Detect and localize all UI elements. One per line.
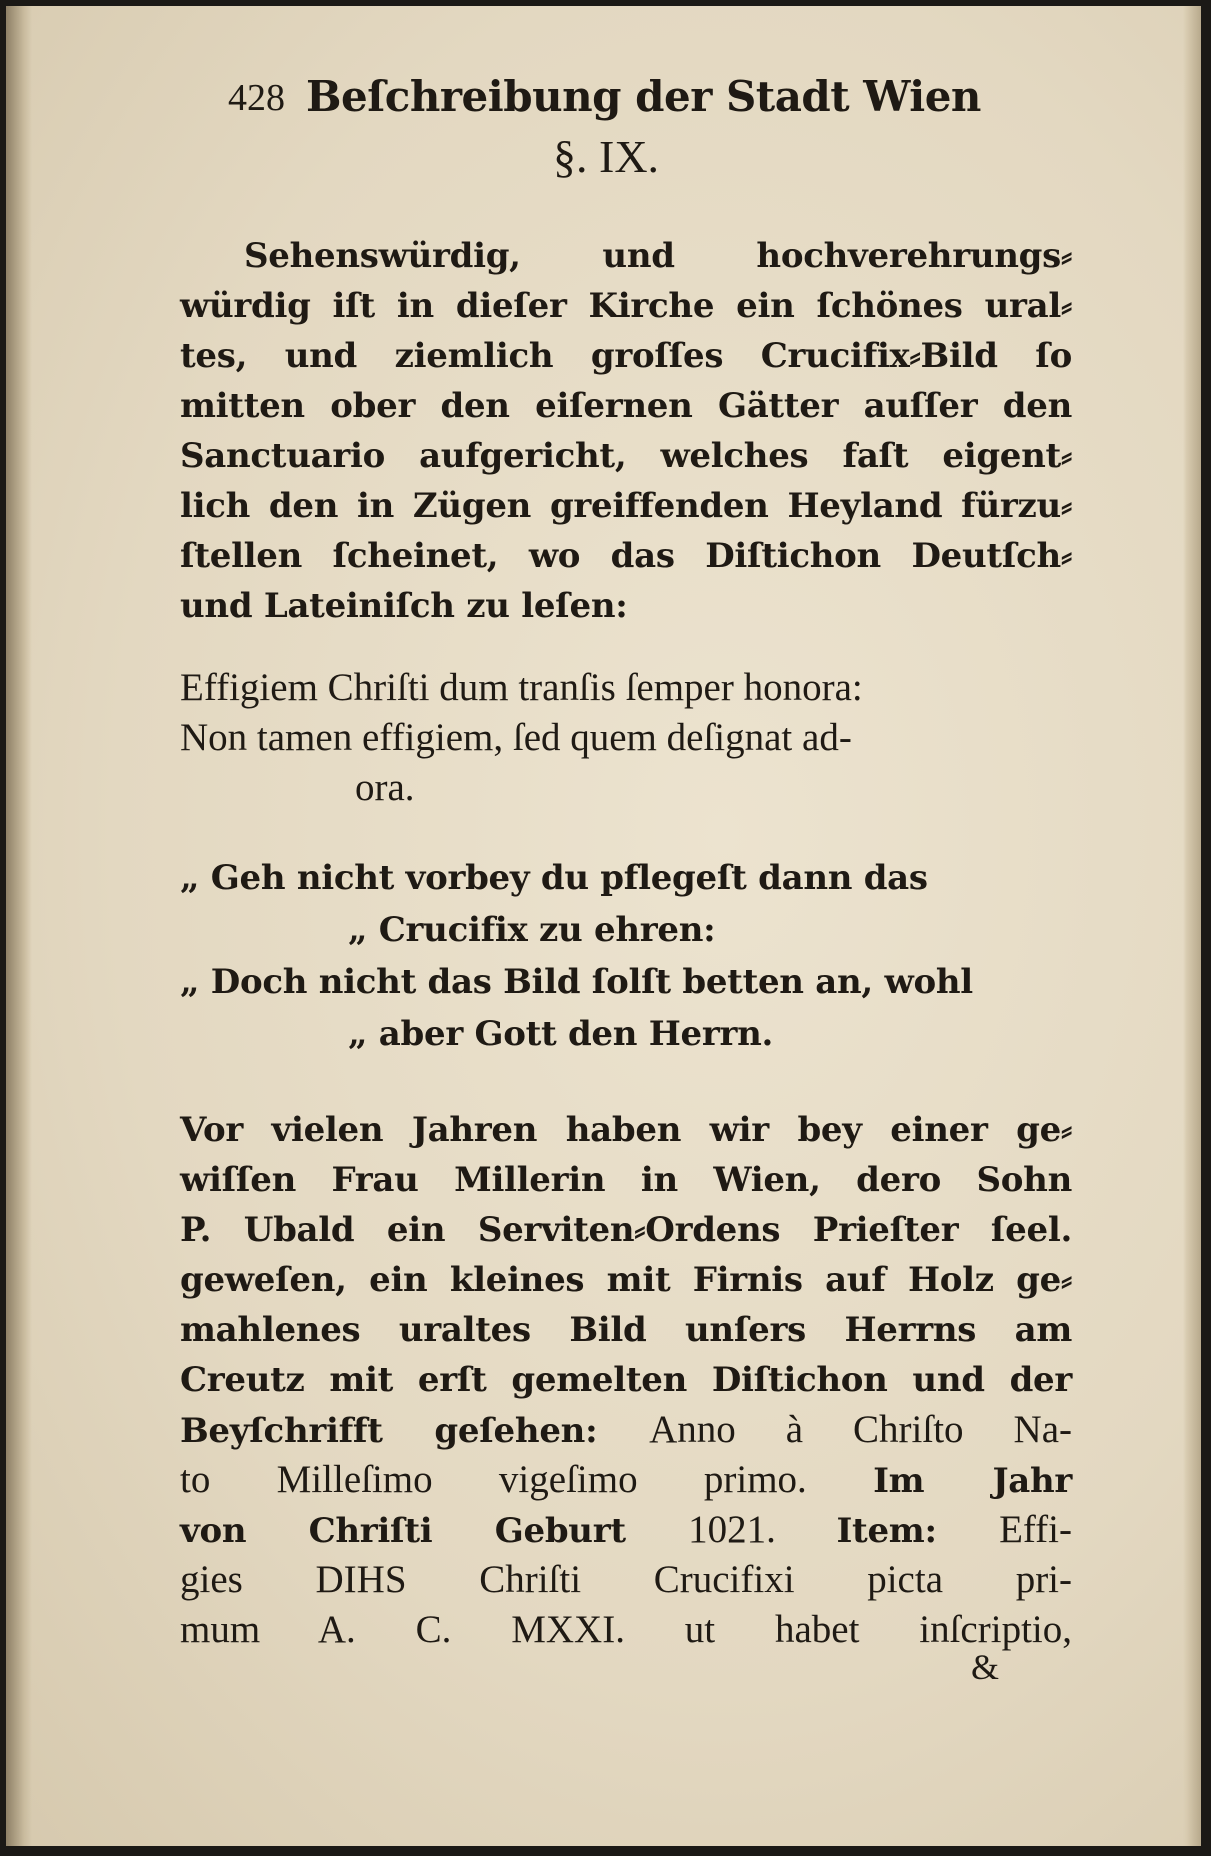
text-line	[180, 1556, 1072, 1604]
text-line	[180, 1606, 1072, 1654]
text-line	[180, 1156, 1072, 1204]
text-segment: P. Ubald ein Serviten⸗Ordens Prieſter ſeel.	[180, 1210, 1072, 1250]
text-line	[180, 1306, 1072, 1354]
verse-line: „ aber Gott den Herrn.	[348, 1014, 774, 1054]
text-line: mitten ober den eiſernen Gätter auſſer den	[180, 386, 1072, 426]
text-segment: Anno à Chriſto Na-	[649, 1408, 1072, 1451]
text-line: ſtellen ſcheinet, wo das Diſtichon Deutſch⸗	[180, 536, 1072, 576]
text-line: Sehenswürdig, und hochverehrungs⸗	[244, 236, 1072, 276]
verse-line: „ Crucifix zu ehren:	[348, 910, 716, 950]
verse-line: Non tamen effigiem, ſed quem deſignat ad-	[180, 716, 852, 759]
verse-line: „ Geh nicht vorbey du pflegeſt dann das	[180, 858, 928, 898]
text-segment: mum A. C. MXXI. ut habet inſcriptio,	[180, 1608, 1072, 1651]
text-segment: Im Jahr	[873, 1461, 1072, 1501]
text-segment: Creutz mit erſt gemelten Diſtichon und der	[180, 1360, 1072, 1400]
text-line	[180, 1106, 1072, 1154]
text-segment: Item:	[836, 1511, 1000, 1551]
verse-line: „ Doch nicht das Bild ſolſt betten an, wohl	[180, 962, 973, 1002]
text-line	[180, 1206, 1072, 1254]
text-segment: von Chriſti Geburt	[180, 1511, 689, 1551]
book-page	[6, 6, 1201, 1846]
text-line	[180, 1456, 1072, 1504]
text-line: Sanctuario aufgericht, welches faſt eigent⸗	[180, 436, 1072, 476]
text-segment: Effi-	[999, 1508, 1072, 1551]
text-segment: Vor vielen Jahren haben wir bey einer ge⸗	[180, 1110, 1072, 1150]
text-line: tes, und ziemlich groſſes Crucifix⸗Bild ſo	[180, 336, 1072, 376]
section-number: §. IX.	[553, 131, 660, 182]
page-fore-edge	[1183, 6, 1201, 1846]
text-line	[180, 1506, 1072, 1554]
verse-line: ora.	[355, 766, 415, 809]
text-line: und Lateiniſch zu leſen:	[180, 586, 628, 626]
text-segment: wiſſen Frau Millerin in Wien, dero Sohn	[180, 1160, 1072, 1200]
page-gutter-shadow	[6, 6, 32, 1846]
text-segment: 1021.	[688, 1508, 837, 1551]
text-segment: geweſen, ein kleines mit Firnis auf Holz ge⸗	[180, 1260, 1072, 1300]
text-line	[180, 1406, 1072, 1454]
text-segment: gies DIHS Chriſti Crucifixi picta pri-	[180, 1558, 1072, 1601]
running-head: Beſchreibung der Stadt Wien	[306, 72, 981, 121]
text-segment: Beyſchrifft geſehen:	[180, 1411, 650, 1451]
text-line	[180, 1256, 1072, 1304]
page-number: 428	[228, 77, 285, 119]
text-line: würdig iſt in dieſer Kirche ein ſchönes ural⸗	[180, 286, 1072, 326]
text-segment: mahlenes uraltes Bild unſers Herrns am	[180, 1310, 1072, 1350]
page-header	[228, 72, 988, 132]
text-line	[180, 1356, 1072, 1404]
text-line: lich den in Zügen greiffenden Heyland fürzu⸗	[180, 486, 1072, 526]
catchword: &	[971, 1647, 1000, 1687]
text-segment: to Milleſimo vigeſimo primo.	[180, 1458, 874, 1501]
verse-line: Effigiem Chriſti dum tranſis ſemper honora:	[180, 666, 863, 709]
